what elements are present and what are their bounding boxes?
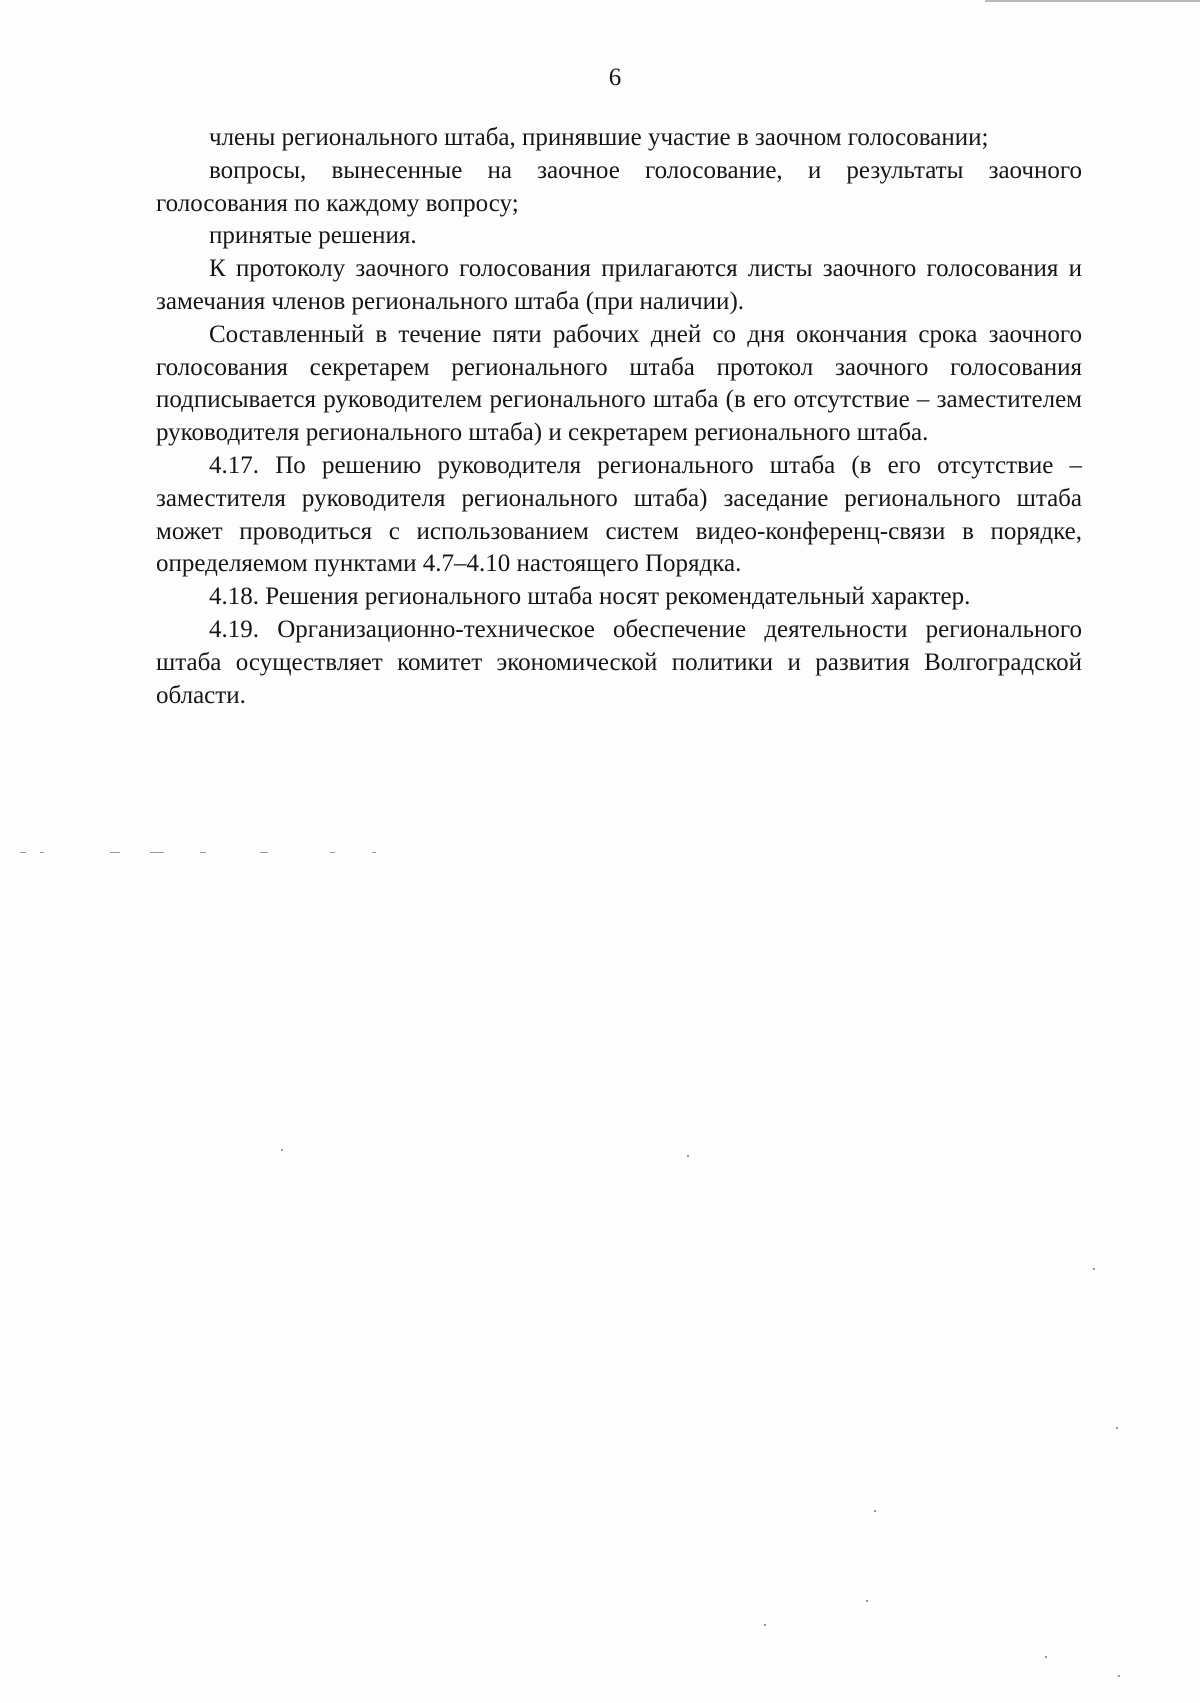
paragraph-members: члены регионального штаба, принявшие участие в заочном голосовании; — [209, 124, 989, 151]
paragraph-4-19: 4.19. Организационно-техническое обеспечение деятельности регионального штаба осуществляет комитет экономической политики и развития Волгоградской области. — [156, 615, 1082, 709]
page-number: 6 — [608, 64, 622, 91]
paragraph-4-18: 4.18. Решения регионального штаба носят рекомендательный характер. — [209, 583, 971, 611]
document-body — [156, 122, 1082, 712]
scan-edge-line — [985, 0, 1200, 2]
paragraph-decisions: принятые решения. — [209, 222, 417, 250]
paragraph-4-17: 4.17. По решению руководителя регионального штаба (в его отсутствие – заместителя руководителя регионального штаба) заседание регионального штаба может проводиться с использованием систем видео-конференц-связи в порядке, определяемом пунктами 4.7–4.10 настоящего Порядка. — [156, 451, 1082, 578]
paragraph-attachments: К протоколу заочного голосования прилагаются листы заочного голосования и замечания членов регионального штаба (при наличии). — [156, 255, 1082, 315]
paragraph-questions: вопросы, вынесенные на заочное голосование, и результаты заочного голосования по каждому вопросу; — [156, 156, 1082, 217]
paragraph-protocol-signing: Составленный в течение пяти рабочих дней со дня окончания срока заочного голосования секретарем регионального штаба протокол заочного голосования подписывается руководителем регионального штаба (в его отсутствие – заместителем руководителя регионального штаба) и секретарем регионального штаба. — [156, 320, 1082, 447]
